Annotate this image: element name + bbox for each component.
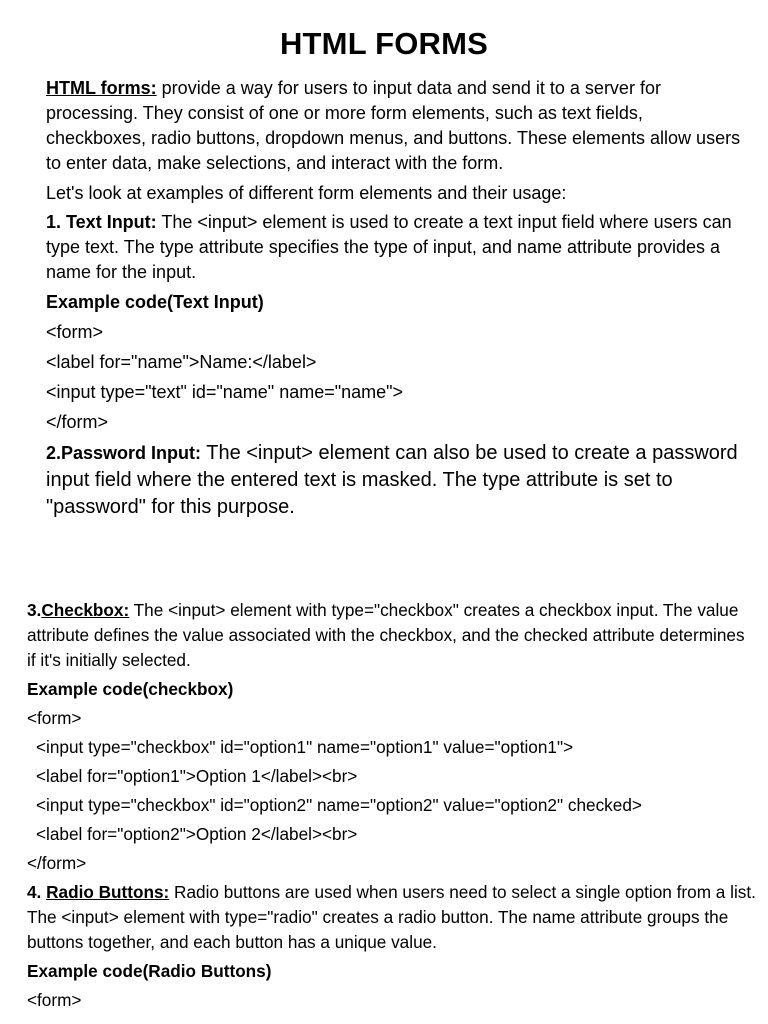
radio-paragraph [27,880,757,955]
section-intro [46,76,746,521]
checkbox-example-label: Example code(checkbox) [27,679,234,699]
lets-look-paragraph: Let's look at examples of different form elements and their usage: [46,183,567,203]
page-title: HTML FORMS [279,26,489,61]
password-input-paragraph [46,440,746,521]
checkbox-code-line: <input type="checkbox" id="option1" name="option1" value="option1"> [36,737,574,757]
intro-text: provide a way for users to input data and send it to a server for processing. They consist of one or more form elements, such as text fields, checkboxes, radio buttons, dropdown menus, and buttons. These elements allow users to enter data, make selections, and interact with the form. [46,78,741,173]
checkbox-text: The <input> element with type="checkbox" creates a checkbox input. The value attribute defines the value associated with the checkbox, and the checked attribute determines if it's initially selected. [27,600,745,670]
text-input-code-line: <label for="name">Name:</label> [46,352,317,372]
text-input-heading: 1. Text Input: [46,212,157,232]
text-input-paragraph [46,210,746,285]
checkbox-code-line: <form> [27,708,82,728]
radio-text: Radio buttons are used when users need to select a single option from a list. The <input> element with type="radio" creates a radio button. The name attribute groups the buttons together, and each button has a unique value. [27,882,756,952]
checkbox-paragraph [27,598,757,673]
text-input-text: The <input> element is used to create a text input field where users can type text. The type attribute specifies the type of input, and name attribute provides a name for the input. [46,212,732,282]
password-input-text: The <input> element can also be used to create a password input field where the entered text is masked. The type attribute is set to "password" for this purpose. [46,442,738,518]
checkbox-code-line: <label for="option2">Option 2</label><br> [36,824,358,844]
checkbox-number: 3. [27,600,42,620]
checkbox-code-line: <input type="checkbox" id="option2" name="option2" value="option2" checked> [36,795,642,815]
text-input-example-label: Example code(Text Input) [46,292,264,312]
text-input-code-line: </form> [46,412,109,432]
text-input-code-line: <input type="text" id="name" name="name"> [46,382,404,402]
radio-number: 4. [27,882,47,902]
radio-code-line: <form> [27,990,82,1010]
checkbox-code-line: <label for="option1">Option 1</label><br> [36,766,358,786]
radio-example-label: Example code(Radio Buttons) [27,961,272,981]
section-checkbox-radio [27,598,757,1013]
intro-paragraph [46,76,746,176]
password-input-heading: 2.Password Input: [46,443,202,463]
text-input-code-line: <form> [46,322,104,342]
radio-heading: Radio Buttons: [46,882,170,902]
intro-term: HTML forms: [46,78,157,98]
checkbox-code-line: </form> [27,853,87,873]
checkbox-heading: Checkbox: [41,600,130,620]
